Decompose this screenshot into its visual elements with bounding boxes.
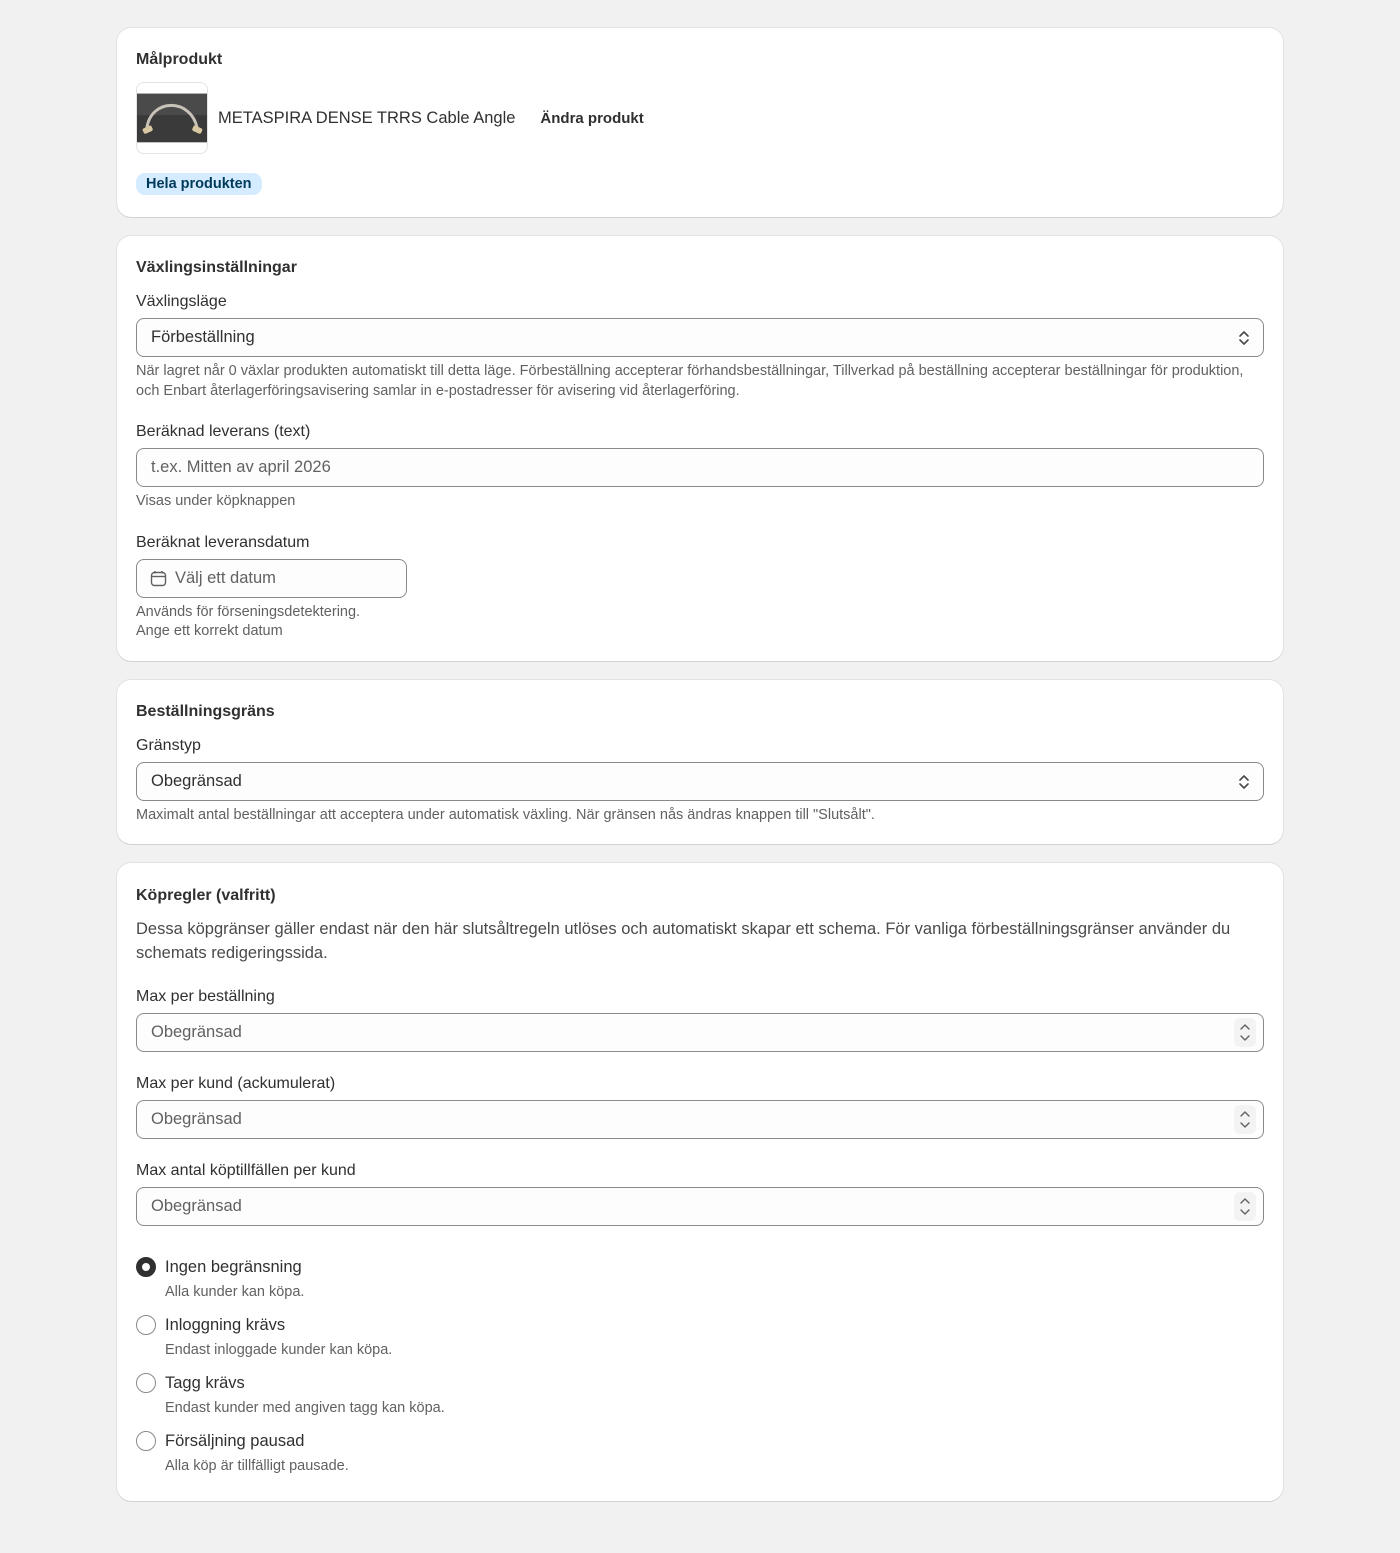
switch-mode-value: Förbeställning bbox=[151, 328, 255, 346]
max-per-order-label: Max per beställning bbox=[136, 988, 275, 1005]
max-per-order-placeholder: Obegränsad bbox=[151, 1023, 242, 1041]
select-chevron-icon bbox=[1237, 772, 1251, 792]
card-title: Växlingsinställningar bbox=[136, 259, 297, 276]
radio-label: Tagg krävs bbox=[165, 1374, 245, 1392]
card-title: Köpregler (valfritt) bbox=[136, 887, 276, 904]
max-per-customer-label: Max per kund (ackumulerat) bbox=[136, 1075, 336, 1092]
radio-help: Endast inloggade kunder kan köpa. bbox=[165, 1342, 393, 1358]
delivery-text-help: Visas under köpknappen bbox=[136, 493, 296, 509]
delivery-text-placeholder: t.ex. Mitten av april 2026 bbox=[151, 458, 331, 476]
delivery-text-label: Beräknad leverans (text) bbox=[136, 423, 311, 440]
radio-option-no-limit[interactable] bbox=[136, 1256, 304, 1302]
number-stepper-icon[interactable] bbox=[1234, 1192, 1256, 1221]
max-per-order-input[interactable] bbox=[136, 1013, 1264, 1052]
radio-help: Alla kunder kan köpa. bbox=[165, 1284, 305, 1300]
delivery-date-label: Beräknat leveransdatum bbox=[136, 534, 310, 551]
purchase-rules-description: Dessa köpgränser gäller endast när den här slutsåltregeln utlöses och automatiskt skapar ett schema. För vanliga förbeställningsgränser använder du schemats redigeringssida. bbox=[136, 920, 1231, 962]
product-row bbox=[136, 82, 644, 154]
delivery-date-picker[interactable] bbox=[136, 559, 407, 598]
max-occasions-input[interactable] bbox=[136, 1187, 1264, 1226]
order-limit-card bbox=[117, 680, 1283, 844]
radio-help: Endast kunder med angiven tagg kan köpa. bbox=[165, 1400, 445, 1416]
radio-help: Alla köp är tillfälligt pausade. bbox=[165, 1458, 349, 1474]
radio-option-tag-required[interactable] bbox=[136, 1372, 445, 1418]
radio-label: Försäljning pausad bbox=[165, 1432, 305, 1450]
target-product-card bbox=[117, 28, 1283, 217]
radio-button[interactable] bbox=[136, 1431, 156, 1451]
card-title: Beställningsgräns bbox=[136, 703, 275, 720]
select-chevron-icon bbox=[1237, 328, 1251, 348]
number-stepper-icon[interactable] bbox=[1234, 1018, 1256, 1047]
product-name: METASPIRA DENSE TRRS Cable Angle bbox=[218, 108, 516, 127]
scope-badge: Hela produkten bbox=[136, 173, 262, 195]
max-per-customer-input[interactable] bbox=[136, 1100, 1264, 1139]
switch-mode-label: Växlingsläge bbox=[136, 293, 227, 310]
radio-option-login-required[interactable] bbox=[136, 1314, 392, 1360]
cable-image-icon bbox=[137, 93, 207, 143]
delivery-date-error: Ange ett korrekt datum bbox=[136, 623, 283, 639]
change-product-button[interactable]: Ändra produkt bbox=[540, 109, 644, 127]
number-stepper-icon[interactable] bbox=[1234, 1105, 1256, 1134]
max-per-customer-placeholder: Obegränsad bbox=[151, 1110, 242, 1128]
radio-label: Ingen begränsning bbox=[165, 1258, 302, 1276]
switch-settings-card bbox=[117, 236, 1283, 661]
card-title: Målprodukt bbox=[136, 51, 223, 68]
limit-type-label: Gränstyp bbox=[136, 737, 201, 754]
delivery-date-placeholder: Välj ett datum bbox=[175, 569, 276, 587]
radio-option-sales-paused[interactable] bbox=[136, 1430, 349, 1476]
limit-type-value: Obegränsad bbox=[151, 772, 242, 790]
max-occasions-placeholder: Obegränsad bbox=[151, 1197, 242, 1215]
radio-label: Inloggning krävs bbox=[165, 1316, 286, 1334]
radio-button[interactable] bbox=[136, 1373, 156, 1393]
switch-mode-select[interactable] bbox=[136, 318, 1264, 357]
calendar-icon bbox=[150, 570, 167, 587]
delivery-text-input[interactable] bbox=[136, 448, 1264, 487]
limit-type-select[interactable] bbox=[136, 762, 1264, 801]
purchase-rules-card bbox=[117, 863, 1283, 1501]
switch-mode-help: När lagret når 0 växlar produkten automatiskt till detta läge. Förbeställning accepterar förhandsbeställningar, Tillverkad på beställning accepterar beställningar för produktion, och Enbart återlagerföringsavisering samlar in e-postadresser för avisering vid återlagerföring. bbox=[136, 363, 1244, 399]
product-thumbnail bbox=[136, 82, 208, 154]
radio-button[interactable] bbox=[136, 1315, 156, 1335]
delivery-date-help: Används för förseningsdetektering. bbox=[136, 604, 361, 620]
radio-button[interactable] bbox=[136, 1257, 156, 1277]
max-occasions-label: Max antal köptillfällen per kund bbox=[136, 1162, 356, 1179]
limit-type-help: Maximalt antal beställningar att acceptera under automatisk växling. När gränsen nås ändras knappen till "Slutsålt". bbox=[136, 807, 875, 823]
